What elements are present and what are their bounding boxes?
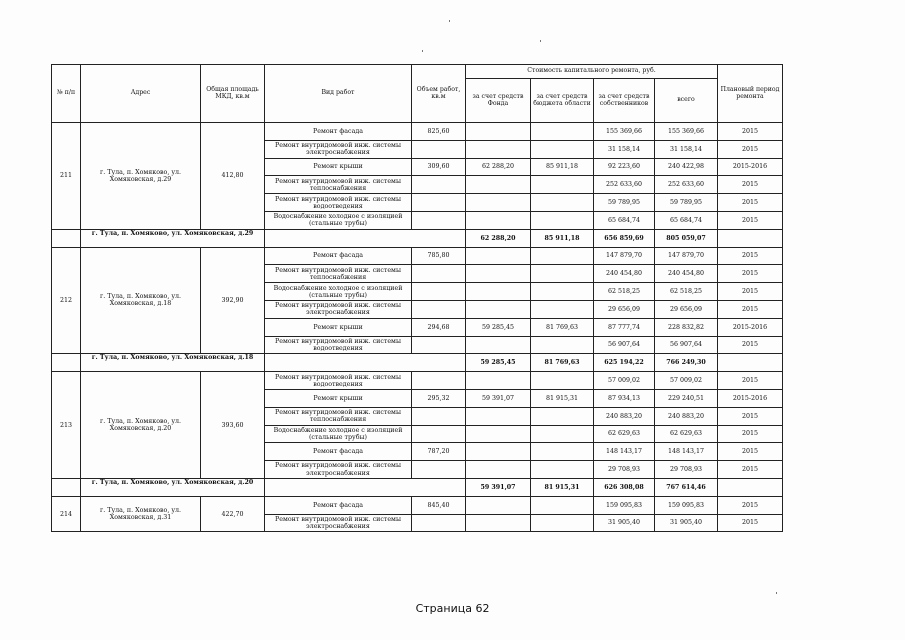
work-type-cell: Ремонт внутридомовой инж. системы электроснабжения <box>265 140 412 158</box>
work-type-cell: Ремонт внутридомовой инж. системы теплоснабжения <box>265 176 412 194</box>
header-own-funds: за счет средств собственников <box>594 79 655 123</box>
address-cell: г. Тула, п. Хомяково, ул. Хомяковская, д.31 <box>81 496 201 532</box>
empty-cell <box>718 478 783 496</box>
subtotal-total: 766 249,30 <box>655 354 718 372</box>
address-cell: г. Тула, п. Хомяково, ул. Хомяковская, д.18 <box>81 247 201 354</box>
total-cell: 155 369,66 <box>655 123 718 141</box>
volume-cell <box>412 514 466 532</box>
subtotal-region-budget: 85 911,18 <box>531 229 594 247</box>
fund-cell <box>466 123 531 141</box>
page-number: Страница 62 <box>415 602 490 615</box>
empty-cell <box>718 354 783 372</box>
fund-cell <box>466 283 531 301</box>
fund-cell: 59 285,45 <box>466 318 531 336</box>
work-type-cell: Ремонт внутридомовой инж. системы электроснабжения <box>265 461 412 479</box>
own-funds-cell: 92 223,60 <box>594 158 655 176</box>
own-funds-cell: 62 629,63 <box>594 425 655 443</box>
empty-cell <box>52 478 81 496</box>
region-budget-cell: 81 915,31 <box>531 389 594 407</box>
header-region-budget: за счет средств бюджета области <box>531 79 594 123</box>
total-cell: 31 158,14 <box>655 140 718 158</box>
volume-cell: 825,60 <box>412 123 466 141</box>
fund-cell <box>466 300 531 318</box>
work-type-cell: Ремонт фасада <box>265 247 412 265</box>
subtotal-address: г. Тула, п. Хомяково, ул. Хомяковская, д.18 <box>81 354 265 372</box>
volume-cell <box>412 407 466 425</box>
own-funds-cell: 29 656,09 <box>594 300 655 318</box>
empty-cell <box>265 229 466 247</box>
fund-cell <box>466 194 531 212</box>
period-cell: 2015 <box>718 140 783 158</box>
fund-cell <box>466 336 531 354</box>
total-cell: 240 422,98 <box>655 158 718 176</box>
own-funds-cell: 31 905,40 <box>594 514 655 532</box>
row-number: 213 <box>52 372 81 479</box>
fund-cell <box>466 461 531 479</box>
subtotal-region-budget: 81 915,31 <box>531 478 594 496</box>
volume-cell: 845,40 <box>412 496 466 514</box>
own-funds-cell: 148 143,17 <box>594 443 655 461</box>
own-funds-cell: 62 518,25 <box>594 283 655 301</box>
period-cell: 2015 <box>718 265 783 283</box>
period-cell: 2015 <box>718 461 783 479</box>
fund-cell <box>466 247 531 265</box>
empty-cell <box>265 354 466 372</box>
subtotal-own-funds: 625 194,22 <box>594 354 655 372</box>
work-type-cell: Ремонт крыши <box>265 158 412 176</box>
region-budget-cell <box>531 425 594 443</box>
work-type-cell: Ремонт внутридомовой инж. системы водоотведения <box>265 336 412 354</box>
total-cell: 56 907,64 <box>655 336 718 354</box>
total-cell: 252 633,60 <box>655 176 718 194</box>
fund-cell <box>466 496 531 514</box>
region-budget-cell <box>531 336 594 354</box>
work-type-cell: Ремонт крыши <box>265 389 412 407</box>
subtotal-row <box>52 354 783 372</box>
region-budget-cell <box>531 211 594 229</box>
work-type-cell: Ремонт крыши <box>265 318 412 336</box>
region-budget-cell <box>531 407 594 425</box>
period-cell: 2015-2016 <box>718 158 783 176</box>
total-cell: 148 143,17 <box>655 443 718 461</box>
work-type-cell: Ремонт внутридомовой инж. системы электроснабжения <box>265 300 412 318</box>
total-cell: 62 518,25 <box>655 283 718 301</box>
subtotal-total: 767 614,46 <box>655 478 718 496</box>
subtotal-address: г. Тула, п. Хомяково, ул. Хомяковская, д.29 <box>81 229 265 247</box>
subtotal-total: 805 059,07 <box>655 229 718 247</box>
period-cell: 2015-2016 <box>718 318 783 336</box>
volume-cell: 785,80 <box>412 247 466 265</box>
region-budget-cell <box>531 514 594 532</box>
work-type-cell: Ремонт внутридомовой инж. системы водоотведения <box>265 372 412 390</box>
address-cell: г. Тула, п. Хомяково, ул. Хомяковская, д.20 <box>81 372 201 479</box>
period-cell: 2015 <box>718 123 783 141</box>
total-cell: 240 883,20 <box>655 407 718 425</box>
region-budget-cell <box>531 372 594 390</box>
empty-cell <box>52 354 81 372</box>
region-budget-cell <box>531 140 594 158</box>
total-cell: 159 095,83 <box>655 496 718 514</box>
header-volume: Объем работ, кв.м <box>412 65 466 123</box>
period-cell: 2015 <box>718 496 783 514</box>
period-cell: 2015 <box>718 176 783 194</box>
header-num: № п/п <box>52 65 81 123</box>
period-cell: 2015 <box>718 425 783 443</box>
region-budget-cell <box>531 194 594 212</box>
table-row <box>52 496 783 514</box>
header-fund: за счет средств Фонда <box>466 79 531 123</box>
fund-cell <box>466 140 531 158</box>
subtotal-fund: 59 285,45 <box>466 354 531 372</box>
work-type-cell: Водоснабжение холодное с изоляцией (стальные трубы) <box>265 425 412 443</box>
volume-cell <box>412 283 466 301</box>
subtotal-row <box>52 478 783 496</box>
own-funds-cell: 240 883,20 <box>594 407 655 425</box>
period-cell: 2015 <box>718 283 783 301</box>
volume-cell: 787,20 <box>412 443 466 461</box>
table-row <box>52 372 783 390</box>
header-total: всего <box>655 79 718 123</box>
volume-cell <box>412 425 466 443</box>
total-cell: 228 832,82 <box>655 318 718 336</box>
work-type-cell: Ремонт внутридомовой инж. системы электроснабжения <box>265 514 412 532</box>
total-cell: 147 879,70 <box>655 247 718 265</box>
total-cell: 29 656,09 <box>655 300 718 318</box>
region-budget-cell: 85 911,18 <box>531 158 594 176</box>
fund-cell: 59 391,07 <box>466 389 531 407</box>
own-funds-cell: 87 934,13 <box>594 389 655 407</box>
period-cell: 2015 <box>718 194 783 212</box>
period-cell: 2015 <box>718 443 783 461</box>
area-cell: 392,90 <box>201 247 265 354</box>
region-budget-cell <box>531 496 594 514</box>
own-funds-cell: 57 009,02 <box>594 372 655 390</box>
region-budget-cell <box>531 265 594 283</box>
capital-repair-table <box>51 64 783 532</box>
volume-cell <box>412 372 466 390</box>
region-budget-cell <box>531 300 594 318</box>
total-cell: 240 454,80 <box>655 265 718 283</box>
period-cell: 2015 <box>718 247 783 265</box>
header-row <box>52 65 783 79</box>
volume-cell <box>412 140 466 158</box>
own-funds-cell: 31 158,14 <box>594 140 655 158</box>
subtotal-fund: 62 288,20 <box>466 229 531 247</box>
volume-cell <box>412 336 466 354</box>
header-cost-group: Стоимость капитального ремонта, руб. <box>466 65 718 79</box>
work-type-cell: Ремонт фасада <box>265 123 412 141</box>
own-funds-cell: 155 369,66 <box>594 123 655 141</box>
subtotal-own-funds: 656 859,69 <box>594 229 655 247</box>
header-period: Плановый период ремонта <box>718 65 783 123</box>
region-budget-cell <box>531 123 594 141</box>
region-budget-cell <box>531 283 594 301</box>
row-number: 211 <box>52 123 81 230</box>
own-funds-cell: 65 684,74 <box>594 211 655 229</box>
total-cell: 62 629,63 <box>655 425 718 443</box>
period-cell: 2015 <box>718 372 783 390</box>
total-cell: 59 789,95 <box>655 194 718 212</box>
address-cell: г. Тула, п. Хомяково, ул. Хомяковская, д.29 <box>81 123 201 230</box>
fund-cell <box>466 443 531 461</box>
volume-cell <box>412 461 466 479</box>
own-funds-cell: 147 879,70 <box>594 247 655 265</box>
subtotal-own-funds: 626 308,08 <box>594 478 655 496</box>
own-funds-cell: 159 095,83 <box>594 496 655 514</box>
region-budget-cell <box>531 461 594 479</box>
total-cell: 65 684,74 <box>655 211 718 229</box>
own-funds-cell: 56 907,64 <box>594 336 655 354</box>
empty-cell <box>265 478 466 496</box>
total-cell: 31 905,40 <box>655 514 718 532</box>
table-row <box>52 123 783 141</box>
fund-cell: 62 288,20 <box>466 158 531 176</box>
total-cell: 29 708,93 <box>655 461 718 479</box>
row-number: 214 <box>52 496 81 532</box>
area-cell: 393,60 <box>201 372 265 479</box>
volume-cell: 309,60 <box>412 158 466 176</box>
volume-cell <box>412 176 466 194</box>
subtotal-region-budget: 81 769,63 <box>531 354 594 372</box>
fund-cell <box>466 265 531 283</box>
own-funds-cell: 59 789,95 <box>594 194 655 212</box>
region-budget-cell <box>531 247 594 265</box>
empty-cell <box>718 229 783 247</box>
total-cell: 57 009,02 <box>655 372 718 390</box>
region-budget-cell <box>531 176 594 194</box>
region-budget-cell <box>531 443 594 461</box>
period-cell: 2015 <box>718 407 783 425</box>
work-type-cell: Водоснабжение холодное с изоляцией (стальные трубы) <box>265 211 412 229</box>
own-funds-cell: 240 454,80 <box>594 265 655 283</box>
row-number: 212 <box>52 247 81 354</box>
volume-cell <box>412 194 466 212</box>
table-row <box>52 247 783 265</box>
period-cell: 2015 <box>718 514 783 532</box>
period-cell: 2015-2016 <box>718 389 783 407</box>
own-funds-cell: 87 777,74 <box>594 318 655 336</box>
volume-cell <box>412 300 466 318</box>
header-area: Общая площадь МКД, кв.м <box>201 65 265 123</box>
volume-cell <box>412 265 466 283</box>
work-type-cell: Ремонт фасада <box>265 443 412 461</box>
region-budget-cell: 81 769,63 <box>531 318 594 336</box>
subtotal-address: г. Тула, п. Хомяково, ул. Хомяковская, д.20 <box>81 478 265 496</box>
header-work-type: Вид работ <box>265 65 412 123</box>
period-cell: 2015 <box>718 300 783 318</box>
own-funds-cell: 252 633,60 <box>594 176 655 194</box>
volume-cell: 294,68 <box>412 318 466 336</box>
fund-cell <box>466 176 531 194</box>
fund-cell <box>466 425 531 443</box>
volume-cell <box>412 211 466 229</box>
fund-cell <box>466 514 531 532</box>
fund-cell <box>466 372 531 390</box>
period-cell: 2015 <box>718 336 783 354</box>
work-type-cell: Ремонт фасада <box>265 496 412 514</box>
fund-cell <box>466 211 531 229</box>
work-type-cell: Ремонт внутридомовой инж. системы водоотведения <box>265 194 412 212</box>
area-cell: 422,70 <box>201 496 265 532</box>
area-cell: 412,80 <box>201 123 265 230</box>
work-type-cell: Ремонт внутридомовой инж. системы теплоснабжения <box>265 265 412 283</box>
subtotal-fund: 59 391,07 <box>466 478 531 496</box>
own-funds-cell: 29 708,93 <box>594 461 655 479</box>
period-cell: 2015 <box>718 211 783 229</box>
subtotal-row <box>52 229 783 247</box>
header-address: Адрес <box>81 65 201 123</box>
total-cell: 229 240,51 <box>655 389 718 407</box>
volume-cell: 295,32 <box>412 389 466 407</box>
work-type-cell: Ремонт внутридомовой инж. системы теплоснабжения <box>265 407 412 425</box>
empty-cell <box>52 229 81 247</box>
work-type-cell: Водоснабжение холодное с изоляцией (стальные трубы) <box>265 283 412 301</box>
fund-cell <box>466 407 531 425</box>
